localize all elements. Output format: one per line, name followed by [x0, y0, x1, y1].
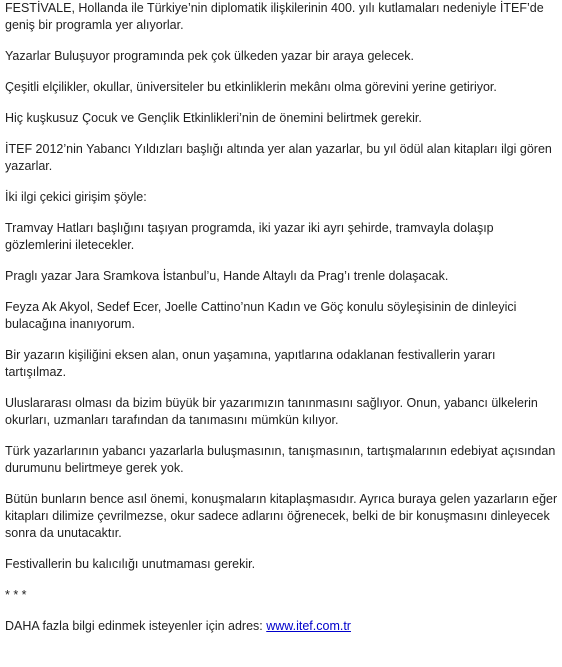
paragraph-9: Feyza Ak Akyol, Sedef Ecer, Joelle Cattino’nun Kadın ve Göç konulu söyleşisinin de dinleyici bulacağına inanıyorum.: [5, 300, 517, 331]
paragraph-1: FESTİVALE, Hollanda ile Türkiye’nin diplomatik ilişkilerinin 400. yılı kutlamaları nedeniyle İTEF’de geniş bir programla yer alıyorlar.: [5, 1, 544, 32]
paragraph-7: Tramvay Hatları başlığını taşıyan programda, iki yazar iki ayrı şehirde, tramvayla dolaşıp gözlemlerini iletecekler.: [5, 221, 494, 252]
website-link[interactable]: www.itef.com.tr: [266, 619, 351, 633]
paragraph-11: Uluslararası olması da bizim büyük bir yazarımızın tanınmasını sağlıyor. Onun, yabancı ülkelerin okurları, uzmanları tarafından da tanımasını mümkün kılıyor.: [5, 396, 538, 427]
paragraph-6: İki ilgi çekici girişim şöyle:: [5, 190, 147, 204]
footer-text: DAHA fazla bilgi edinmek isteyenler için adres:: [5, 619, 267, 633]
paragraph-4: Hiç kuşkusuz Çocuk ve Gençlik Etkinlikleri’nin de önemini belirtmek gerekir.: [5, 111, 422, 125]
section-separator: * * *: [5, 588, 27, 602]
paragraph-8: Praglı yazar Jara Sramkova İstanbul’u, Hande Altaylı da Prag’ı trenle dolaşacak.: [5, 269, 449, 283]
footer-info: [5, 618, 558, 635]
article-body: [5, 0, 558, 635]
paragraph-3: Çeşitli elçilikler, okullar, üniversiteler bu etkinliklerin mekânı olma görevini yerine getiriyor.: [5, 80, 497, 94]
paragraph-10: Bir yazarın kişiliğini eksen alan, onun yaşamına, yapıtlarına odaklanan festivallerin yararı tartışılmaz.: [5, 348, 496, 379]
paragraph-2: Yazarlar Buluşuyor programında pek çok ülkeden yazar bir araya gelecek.: [5, 49, 415, 63]
paragraph-12: Türk yazarlarının yabancı yazarlarla buluşmasının, tanışmasının, tartışmalarının edebiyat açısından durumunu belirtmeye gerek yok.: [5, 444, 556, 475]
paragraph-14: Festivallerin bu kalıcılığı unutmaması gerekir.: [5, 557, 256, 571]
paragraph-13: Bütün bunların bence asıl önemi, konuşmaların kitaplaşmasıdır. Ayrıca buraya gelen yazarların eğer kitapları dilimize çevrilmezse, okur sadece adlarını öğrenecek, belki de bir konuşmasını dinleyecek sonra da unutacaktır.: [5, 492, 558, 540]
paragraph-5: İTEF 2012’nin Yabancı Yıldızları başlığı altında yer alan yazarlar, bu yıl ödül alan kitapları ilgi gören yazarlar.: [5, 142, 552, 173]
